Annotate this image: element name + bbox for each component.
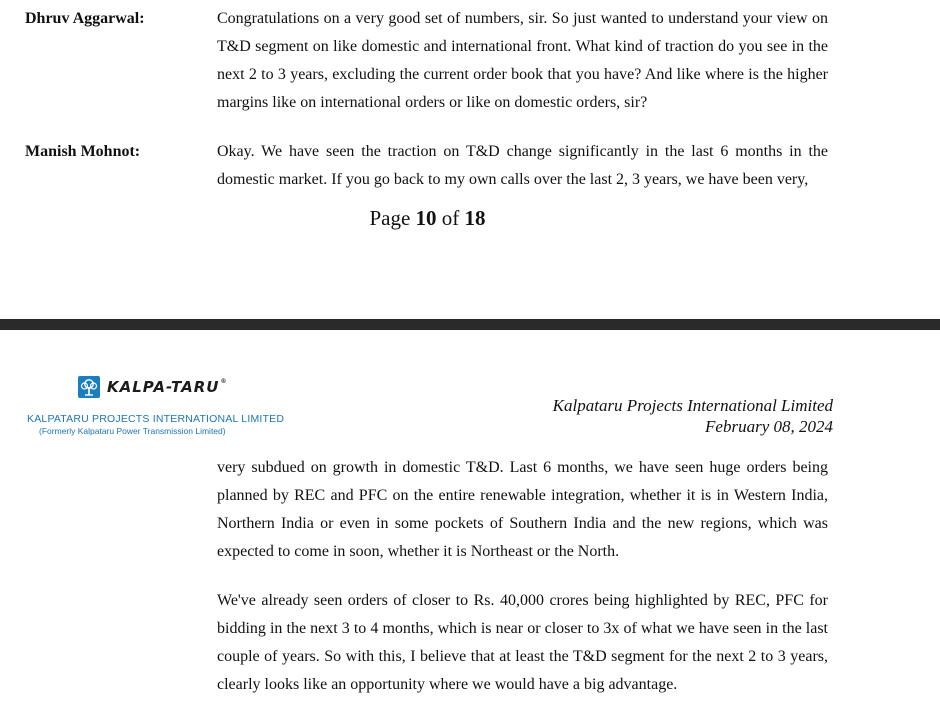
page-divider: [0, 319, 940, 330]
transcript-paragraph: very subdued on growth in domestic T&D. Last 6 months, we have seen huge orders being planned by REC and PFC on the entire renewable integration, whether it is in Western India, Northern India or even in some pockets of Southern India and the new regions, which was expected to come in soon, whether it is Northeast or the North.: [217, 459, 828, 560]
transcript-paragraph: Okay. We have seen the traction on T&D change significantly in the last 6 months in the domestic market. If you go back to my own calls over the last 2, 3 years, we have been very,: [217, 143, 828, 188]
page-number: 10: [415, 206, 437, 230]
header-company: Kalpataru Projects International Limited: [552, 396, 833, 415]
of-word: of: [441, 206, 460, 230]
page-footer: [0, 206, 855, 231]
header-date: February 08, 2024: [705, 417, 833, 436]
page-total: 18: [464, 206, 486, 230]
speaker-name: Dhruv Aggarwal:: [25, 10, 145, 27]
logo-tree-icon: [78, 376, 100, 398]
speaker-name: Manish Mohnot:: [25, 143, 141, 160]
page-word: Page: [369, 206, 411, 230]
registered-mark: ®: [220, 378, 228, 385]
logo-company-name: KALPATARU PROJECTS INTERNATIONAL LIMITED: [27, 413, 285, 425]
transcript-paragraph: Congratulations on a very good set of numbers, sir. So just wanted to understand your view on T&D segment on like domestic and international front. What kind of traction do you see in the next 2 to 3 years, excluding the current order book that you have? And like where is the higher margins like on international orders or like on domestic orders, sir?: [217, 10, 828, 111]
transcript-paragraph: We've already seen orders of closer to Rs. 40,000 crores being highlighted by REC, PFC for bidding in the next 3 to 4 months, which is near or closer to 3x of what we have seen in the last couple of years. So with this, I believe that at least the T&D segment for the next 2 to 3 years, clearly looks like an opportunity where we would have a big advantage.: [217, 592, 828, 693]
logo-wordmark: KALPA-TARU®: [107, 378, 228, 396]
document-header: [553, 395, 833, 437]
logo-formerly-name: (Formerly Kalpataru Power Transmission Limited): [39, 426, 226, 436]
